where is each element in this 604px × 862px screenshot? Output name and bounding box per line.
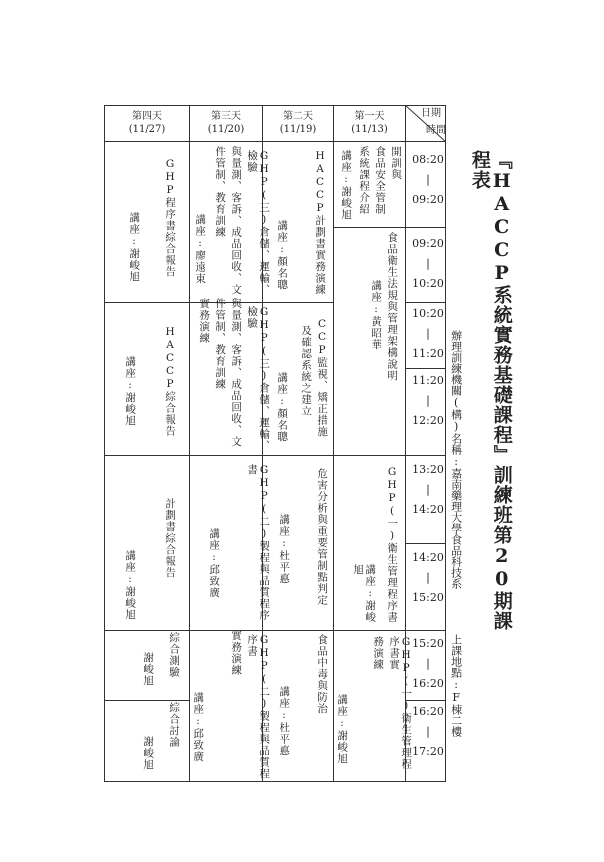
day3-slot4-teacher: 講座:邱致廣 <box>192 692 205 763</box>
day3-label: 第三天 <box>211 111 241 122</box>
day3-slot4-course: 實務演練 <box>230 630 243 676</box>
day1-slot3-course: GHP(一)衛生管理程序書 <box>386 466 399 623</box>
day3-slot1-course: GHP(三)倉儲、運輸、檢驗 <box>246 150 271 296</box>
day4-slot3-teacher: 講座:謝峻旭 <box>124 550 137 621</box>
day4-slot3-course: 計劃書綜合報告 <box>164 498 177 579</box>
time-slot-7: 15:20 | 16:20 <box>412 637 444 690</box>
day2-slot1-teacher: 講座:顏名聰 <box>276 220 289 291</box>
day3-slot2-course: 件管制、教育訓練 <box>214 298 227 390</box>
day1-slot1-course: 系統課程介紹 <box>358 146 371 215</box>
day3-slot1-course: 與量測、客訴、成品回收、文 <box>230 146 243 296</box>
day1-slot4-course: GHP(一)衛生管理程序書實 <box>388 636 413 770</box>
day4-header <box>105 110 189 136</box>
day1-slot2-course: 食品衛生法規與管理架構說明 <box>386 232 399 382</box>
day1-header <box>334 110 405 136</box>
day4-slot1-teacher: 講座:謝峻旭 <box>128 212 141 283</box>
day1-slot4-course: 務演練 <box>372 636 385 671</box>
day4-slot2-teacher: 講座:謝峻旭 <box>124 356 137 427</box>
time-slot-2: 09:20 | 10:20 <box>412 237 444 290</box>
day1-slot2-teacher: 講座:黃昭華 <box>370 280 383 351</box>
day3-date: (11/20) <box>207 124 245 135</box>
day1-slot1-teacher: 講座:謝峻旭 <box>340 150 353 221</box>
day2-slot3-teacher: 講座:杜平悳 <box>278 514 291 585</box>
day3-header <box>190 110 262 136</box>
day4-slot4a-course: 綜合測驗 <box>168 632 181 678</box>
day4-slot2-course: HACCP綜合報告 <box>164 326 177 437</box>
day1-slot1-course: 食品安全管制 <box>374 146 387 215</box>
time-slot-1: 08:20 | 09:20 <box>412 153 444 206</box>
day1-slot4-teacher: 講座:謝峻旭 <box>336 694 349 765</box>
organizer-text: 辦理訓練機關(構)名稱:嘉南藥理大學食品科技系 <box>449 330 463 589</box>
day3-slot1-course: 件管制、教育訓練 <box>214 146 227 238</box>
day3-slot2-course: GHP(三)倉儲、運輸、檢驗 <box>246 306 271 452</box>
day2-slot3-course: 危害分析與重要管制點判定 <box>316 468 329 606</box>
day4-slot4b-course: 綜合討論 <box>168 702 181 748</box>
day1-slot3-teacher: 講座:謝峻旭 <box>352 564 377 623</box>
day3-slot3-course: GHP(二)製程與品質程序書 <box>246 464 271 621</box>
time-slot-4: 11:20 | 12:20 <box>412 374 444 427</box>
day1-date: (11/13) <box>351 124 388 135</box>
day4-slot4b-teacher: 謝峻旭 <box>142 736 155 771</box>
day4-date: (11/27) <box>128 124 166 135</box>
day4-label: 第四天 <box>132 111 162 122</box>
page-title: 『HACCP系統實務基礎課程』訓練班第20期課程表 <box>468 150 513 631</box>
day2-slot2-course: 及確認系統之建立 <box>300 325 313 417</box>
day3-slot4-course: GHP(二)製程與品質程序書 <box>246 634 271 780</box>
day4-slot4a-teacher: 謝峻旭 <box>142 652 155 687</box>
day2-slot1-course: HACCP計劃書實務演練 <box>314 150 327 296</box>
day2-slot2-course: CCP監視、矯正措施 <box>316 318 329 438</box>
corner-date-label: 日期 <box>421 108 441 119</box>
day2-date: (11/19) <box>279 124 317 135</box>
day2-slot2-teacher: 講座:顏名聰 <box>276 372 289 443</box>
day2-header <box>263 110 333 136</box>
day3-slot2-course: 實務演練 <box>198 298 211 344</box>
day3-slot2-course: 與量測、客訴、成品回收、文 <box>230 298 243 448</box>
corner-time-label: 時間 <box>426 125 446 136</box>
day2-slot4-course: 食品中毒與防治 <box>316 634 329 715</box>
day1-slot1-course: 開訓與 <box>390 146 403 181</box>
day4-slot1-course: GHP程序書綜合報告 <box>164 158 177 278</box>
day3-slot3-teacher: 講座:邱致廣 <box>208 528 221 599</box>
time-slot-5: 13:20 | 14:20 <box>412 463 444 516</box>
day1-label: 第一天 <box>354 111 385 122</box>
time-slot-6: 14:20 | 15:20 <box>412 551 444 604</box>
time-slot-8: 16:20 | 17:20 <box>412 705 444 758</box>
day2-slot4-teacher: 講座:杜平悳 <box>278 686 291 757</box>
day2-label: 第二天 <box>283 111 313 122</box>
time-slot-3: 10:20 | 11:20 <box>412 307 444 360</box>
location-text: 上課地點:F棟二樓 <box>449 634 463 737</box>
day3-slot1-teacher: 講座:廖遠東 <box>194 214 207 285</box>
